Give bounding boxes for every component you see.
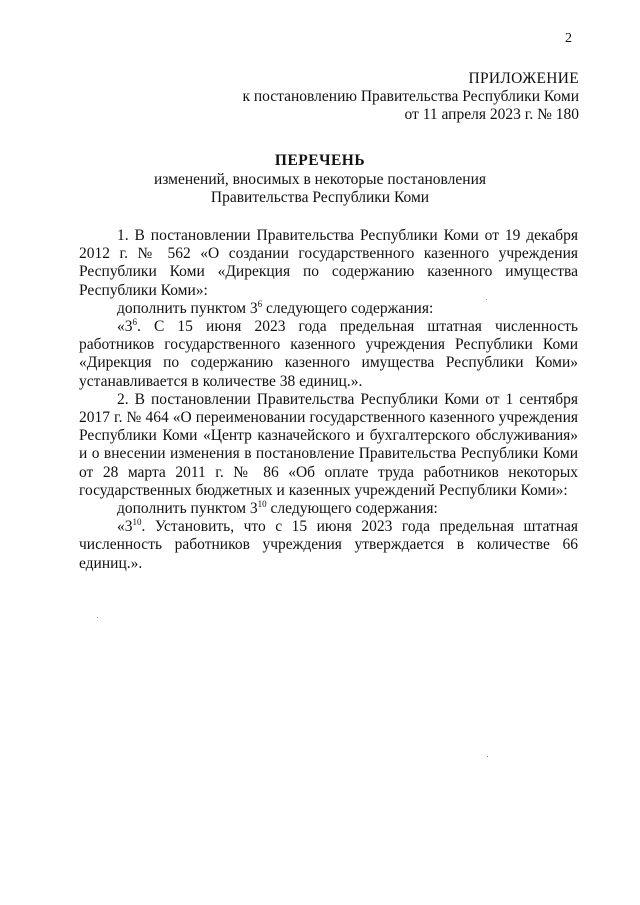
- heading-title: ПЕРЕЧЕНЬ: [274, 152, 366, 169]
- paragraph-5: [79, 500, 578, 518]
- appendix-decree-line: к постановлению Правительства Республики Коми: [242, 88, 579, 105]
- scan-speck: [486, 299, 487, 300]
- paragraph-2-text-end: следующего содержания:: [262, 299, 434, 317]
- paragraph-2-text-start: дополнить пунктом 3: [117, 299, 258, 317]
- paragraph-5-superscript: 10: [257, 499, 267, 510]
- heading-subtitle-line1: изменений, вносимых в некоторые постановления: [153, 170, 486, 188]
- paragraph-5-text-start: дополнить пунктом 3: [117, 500, 258, 518]
- paragraph-6-superscript: 10: [132, 517, 142, 528]
- scan-speck: [487, 756, 488, 757]
- paragraph-3: [79, 318, 578, 391]
- appendix-date-line: от 11 апреля 2023 г. № 180: [404, 106, 579, 123]
- page-number: 2: [565, 31, 572, 46]
- appendix-title: ПРИЛОЖЕНИЕ: [468, 70, 579, 87]
- document-body: [79, 227, 578, 573]
- paragraph-2-superscript: 6: [257, 298, 263, 309]
- scan-speck: [97, 617, 98, 618]
- paragraph-6-text-end: . Установить, что с 15 июня 2023 года предельная штатная численность работников учреждения утверждается в количестве 66 единиц.».: [79, 518, 578, 572]
- paragraph-4: 2. В постановлении Правительства Республики Коми от 1 сентября 2017 г. № 464 «О переименовании государственного казенного учреждения Республики Коми «Центр казначейского и бухгалтерского обслуживания» и о внесении изменения в постановление Правительства Республики Коми от 28 марта 2011 г. № 86 «Об оплате труда работников некоторых государственных бюджетных и казенных учреждений Республики Коми»:: [79, 390, 578, 499]
- paragraph-2: [79, 300, 578, 318]
- paragraph-3-text-start: «3: [117, 318, 133, 336]
- appendix-block: [242, 70, 579, 124]
- paragraph-3-superscript: 6: [132, 317, 137, 328]
- heading-subtitle-line2: Правительства Республики Коми: [210, 189, 430, 206]
- paragraph-6: [79, 518, 578, 573]
- paragraph-1: 1. В постановлении Правительства Республики Коми от 19 декабря 2012 г. № 562 «О создании государственного казенного учреждения Республики Коми «Дирекция по содержанию казенного имущества Республики Коми»:: [79, 227, 578, 299]
- paragraph-5-text-end: следующего содержания:: [266, 500, 438, 518]
- paragraph-3-text-end: . С 15 июня 2023 года предельная штатная численность работников государственного казенного учреждения Республики Коми «Дирекция по содержанию казенного имущества Республики Коми» устанавливается в количестве 38 единиц.».: [79, 318, 578, 390]
- document-heading: [0, 152, 640, 208]
- paragraph-6-text-start: «3: [117, 518, 133, 536]
